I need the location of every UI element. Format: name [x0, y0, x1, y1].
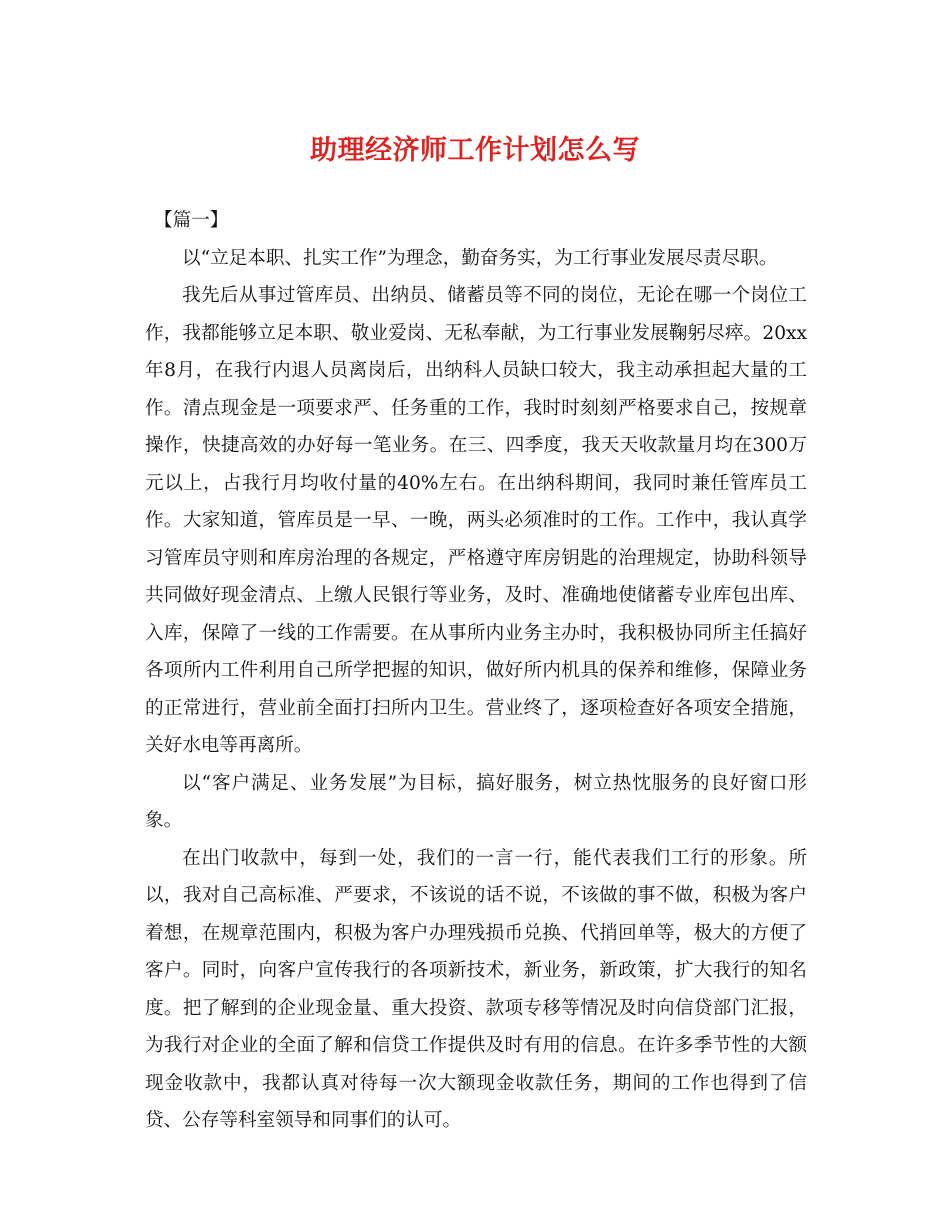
- document-body: [145, 202, 807, 1140]
- paragraph-3: 以“客户满足、业务发展”为目标，搞好服务，树立热忱服务的良好窗口形象。: [145, 772, 807, 831]
- paragraph-4: 在出门收款中，每到一处，我们的一言一行，能代表我们工行的形象。所以，我对自己高标准、严要求，不该说的话不说，不该做的事不做，积极为客户着想，在规章范围内，积极为客户办理残损币兑换、代捎回单等，极大的方便了客户。同时，向客户宣传我行的各项新技术，新业务，新政策，扩大我行的知名度。把了解到的企业现金量、重大投资、款项专移等情况及时向信贷部门汇报，为我行对企业的全面了解和信贷工作提供及时有用的信息。在许多季节性的大额现金收款中，我都认真对待每一次大额现金收款任务，期间的工作也得到了信贷、公存等科室领导和同事们的认可。: [145, 847, 807, 1131]
- paragraph-2: 我先后从事过管库员、出纳员、储蓄员等不同的岗位，无论在哪一个岗位工作，我都能够立足本职、敬业爱岗、无私奉献，为工行事业发展鞠躬尽瘁。20xx年8月，在我行内退人员离岗后，出纳科人员缺口较大，我主动承担起大量的工作。清点现金是一项要求严、任务重的工作，我时时刻刻严格要求自己，按规章操作，快捷高效的办好每一笔业务。在三、四季度，我天天收款量月均在300万元以上，占我行月均收付量的40%左右。在出纳科期间，我同时兼任管库员工作。大家知道，管库员是一早、一晚，两头必须准时的工作。工作中，我认真学习管库员守则和库房治理的各规定，严格遵守库房钥匙的治理规定，协助科领导共同做好现金清点、上缴人民银行等业务，及时、准确地使储蓄专业库包出库、入库，保障了一线的工作需要。在从事所内业务主办时，我积极协同所主任搞好各项所内工件利用自己所学把握的知识，做好所内机具的保养和维修，保障业务的正常进行，营业前全面打扫所内卫生。营业终了，逐项检查好各项安全措施，关好水电等再离所。: [145, 285, 807, 756]
- paragraph-1: 以“立足本职、扎实工作”为理念，勤奋务实，为工行事业发展尽责尽职。: [182, 247, 778, 269]
- document-title: 助理经济师工作计划怎么写: [310, 135, 640, 166]
- section-label: 【篇一】: [154, 210, 229, 231]
